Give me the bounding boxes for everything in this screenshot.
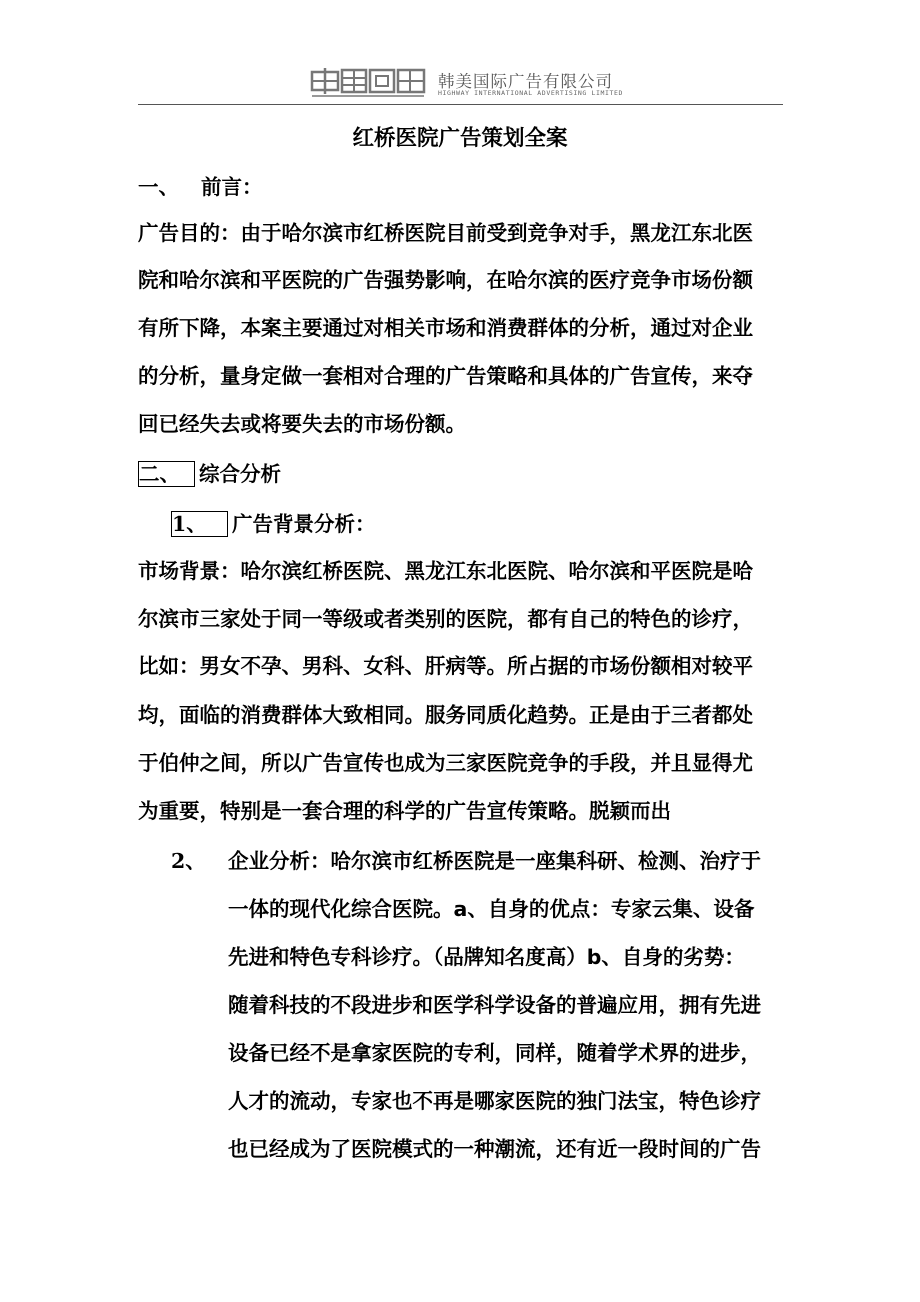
text-line: 设备已经不是拿家医院的专利，同样，随着学术界的进步， xyxy=(228,1041,761,1065)
section-2-heading xyxy=(138,461,281,487)
subsection-1-heading xyxy=(171,511,376,537)
section-number: 一、 xyxy=(138,175,179,199)
text-line: 均，面临的消费群体大致相同。服务同质化趋势。正是由于三者都处 xyxy=(138,703,753,727)
text-line: 市场背景：哈尔滨红桥医院、黑龙江东北医院、哈尔滨和平医院是哈 xyxy=(138,559,753,583)
document-title: 红桥医院广告策划全案 xyxy=(352,126,568,151)
section-title: 前言： xyxy=(201,175,263,199)
text-line: 广告目的：由于哈尔滨市红桥医院目前受到竞争对手，黑龙江东北医 xyxy=(138,221,753,245)
text-line: 院和哈尔滨和平医院的广告强势影响，在哈尔滨的医疗竞争市场份额 xyxy=(138,268,753,292)
company-name-en: HIGHWAY INTERNATIONAL ADVERTISING LIMITED xyxy=(438,89,624,97)
section-number: 二、 xyxy=(138,461,195,487)
subsection-number: 1、 xyxy=(171,511,228,537)
text-line: 随着科技的不段进步和医学科学设备的普遍应用，拥有先进 xyxy=(228,993,761,1017)
text-line: 也已经成为了医院模式的一种潮流，还有近一段时间的广告 xyxy=(228,1137,761,1161)
text-line: 一体的现代化综合医院。a、自身的优点：专家云集、设备 xyxy=(228,897,755,921)
section-title: 综合分析 xyxy=(199,462,281,486)
text-line: 为重要，特别是一套合理的科学的广告宣传策略。脱颖而出 xyxy=(138,799,671,823)
text-line: 先进和特色专科诊疗。（品牌知名度高）b、自身的劣势： xyxy=(228,945,745,969)
text-line: 有所下降，本案主要通过对相关市场和消费群体的分析，通过对企业 xyxy=(138,316,753,340)
text-line: 尔滨市三家处于同一等级或者类别的医院，都有自己的特色的诊疗， xyxy=(138,607,753,631)
text-line: 回已经失去或将要失去的市场份额。 xyxy=(138,412,466,436)
text-line: 比如：男女不孕、男科、女科、肝病等。所占据的市场份额相对较平 xyxy=(138,654,753,678)
text-line: 企业分析：哈尔滨市红桥医院是一座集科研、检测、治疗于 xyxy=(228,849,761,873)
text-line: 的分析，量身定做一套相对合理的广告策略和具体的广告宣传，来夺 xyxy=(138,364,753,388)
letterhead xyxy=(138,62,783,105)
text-line: 人才的流动，专家也不再是哪家医院的独门法宝，特色诊疗 xyxy=(228,1089,761,1113)
subsection-2-number: 2、 xyxy=(171,849,206,873)
subsection-title: 广告背景分析： xyxy=(232,512,376,536)
section-1-heading xyxy=(138,175,263,199)
company-name-cn: 韩美国际广告有限公司 xyxy=(438,72,613,91)
company-logo xyxy=(310,66,428,100)
text-line: 于伯仲之间，所以广告宣传也成为三家医院竞争的手段，并且显得尤 xyxy=(138,751,753,775)
